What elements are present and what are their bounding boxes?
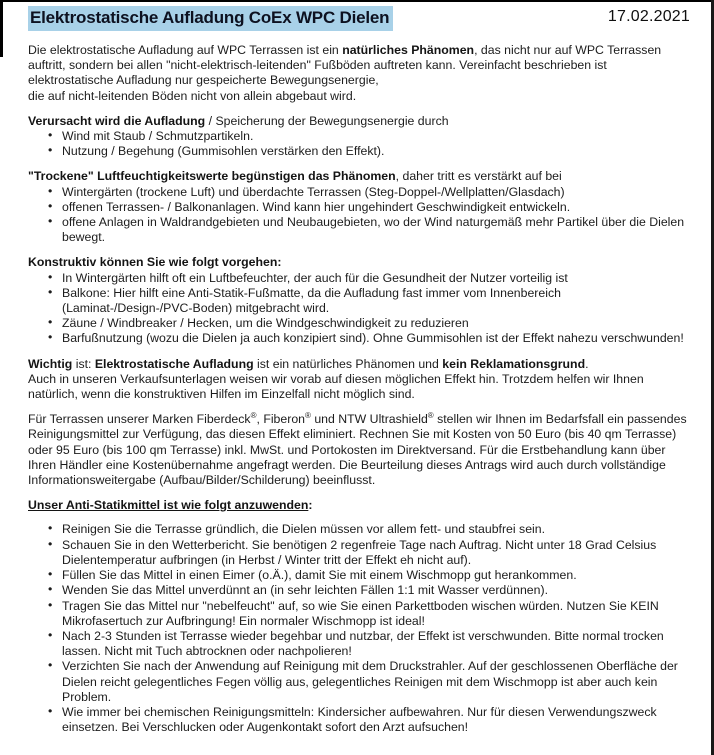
list-item: • Zäune / Windbreaker / Hecken, um die Windgeschwindigkeit zu reduzieren bbox=[62, 316, 690, 331]
list-item: • offenen Terrassen- / Balkonanlagen. Wind kann hier ungehindert Geschwindigkeit entwickeln. bbox=[62, 200, 690, 215]
document-date: 17.02.2021 bbox=[607, 8, 690, 25]
list-item: • Schauen Sie in den Wetterbericht. Sie benötigen 2 regenfreie Tage nach Auftrag. Nicht unter 18 Grad Celsius Dielentemperatur aufbringen (in Herbst / Winter tritt der Effekt eh nicht auf). bbox=[62, 538, 690, 568]
text-run: und NTW Ultrashield bbox=[310, 412, 428, 427]
underlined-heading-text: Unser Anti-Statikmittel ist wie folgt anzuwenden bbox=[28, 498, 309, 513]
list-item: • Wind mit Staub / Schmutzpartikeln. bbox=[62, 129, 690, 144]
list-item: • Balkone: Hier hilft eine Anti-Statik-Fußmatte, da die Aufladung fast immer vom Innenbereich (Laminat-/Design-/PVC-Boden) mitgebracht wird. bbox=[62, 286, 690, 316]
text-run-bold: Elektrostatische Aufladung bbox=[94, 356, 254, 371]
list-item: • Nutzung / Begehung (Gummisohlen verstärken den Effekt). bbox=[62, 144, 690, 159]
text-run-bold: natürliches Phänomen bbox=[342, 43, 475, 57]
text-run: die auf nicht-leitenden Böden nicht von allein abgebaut wird. bbox=[28, 88, 357, 103]
text-run-bold: Wichtig bbox=[28, 356, 73, 371]
text-run: Die elektrostatische Aufladung auf WPC Terrassen ist ein bbox=[28, 43, 343, 57]
intro-paragraph bbox=[28, 43, 690, 104]
usage-list bbox=[28, 522, 690, 735]
page-border-top bbox=[0, 0, 714, 2]
text-run: , Fiberon bbox=[256, 412, 306, 427]
text-run: , daher tritt es verstärkt auf bei bbox=[395, 169, 562, 184]
text-run-bold: "Trockene" Luftfeuchtigkeitswerte begünstigen das Phänomen bbox=[28, 169, 396, 184]
document-header bbox=[28, 6, 690, 31]
list-item: • Wie immer bei chemischen Reinigungsmitteln: Kindersicher aufbewahren. Nur für diesen Verwendungszweck einsetzen. Bei Verschlucken oder Augenkontakt sofort den Arzt aufsuchen! bbox=[62, 705, 690, 735]
list-item: • Tragen Sie das Mittel nur "nebelfeucht" auf, so wie Sie einen Parkettboden wischen würden. Nutzen Sie KEIN Mikrofasertuch zur Aufbringung! Ein normaler Wischmopp ist ideal! bbox=[62, 599, 690, 629]
page-border-left bbox=[0, 0, 3, 57]
text-run-bold: kein Reklamationsgrund bbox=[442, 356, 586, 371]
list-item: • Nach 2-3 Stunden ist Terrasse wieder begehbar und nutzbar, der Effekt ist verschwunden. Bitte normal trocken lassen. Nicht mit Tuch abtrocknen oder nachpolieren! bbox=[62, 629, 690, 659]
text-run: ist: bbox=[72, 356, 95, 371]
registered-trademark-sup: ® bbox=[427, 411, 434, 421]
text-run-bold: Konstruktiv können Sie wie folgt vorgehen: bbox=[28, 255, 282, 270]
list-item: • Wenden Sie das Mittel unverdünnt an (in sehr leichten Fällen 1:1 mit Wasser verdünnen). bbox=[62, 583, 690, 598]
list-item: • Wintergärten (trockene Luft) und überdachte Terrassen (Steg-Doppel-/Wellplatten/Glasdach) bbox=[62, 185, 690, 200]
text-run-bold: Verursacht wird die Aufladung bbox=[28, 113, 206, 128]
text-run: / Speicherung der Bewegungsenergie durch bbox=[205, 113, 449, 128]
brands-paragraph bbox=[28, 412, 690, 488]
list-item: • offene Anlagen in Waldrandgebieten und Neubaugebieten, wo der Wind naturgemäß mehr Partikel über die Dielen bewegt. bbox=[62, 215, 690, 245]
cause-list bbox=[28, 129, 690, 159]
text-run: ist ein natürliches Phänomen und bbox=[253, 356, 443, 371]
text-run: stellen wir Ihnen im Bedarfsfall ein passendes Reinigungsmittel zur Verfügung, das diesen Effekt eliminiert. Rechnen Sie mit Kosten von 50 Euro (bis 40 qm Terrasse) oder 95 Euro (bis 100 qm Terrasse) inkl. MwSt. und Portokosten im Direktversand. Für die Erstbehandlung kann über Ihren Händler eine Kostenübernahme angefragt werden. Die Beurteilung dieses Antrags wird auch durch vollständige Informationsweitergabe (Aufbau/Bilder/Schilderung) beeinflusst. bbox=[28, 412, 687, 488]
list-item: • Verzichten Sie nach der Anwendung auf Reinigung mit dem Druckstrahler. Auf der geschlossenen Oberfläche der Dielen reicht gelegentliches Fegen völlig aus, gelegentliches Reinigen mit dem Wischmopp ist aber auch kein Problem. bbox=[62, 659, 690, 705]
registered-trademark-sup: ® bbox=[305, 411, 311, 421]
list-item: • Füllen Sie das Mittel in einen Eimer (o.Ä.), damit Sie mit einem Wischmopp gut herankommen. bbox=[62, 568, 690, 583]
page-title: Elektrostatische Aufladung CoEx WPC Dielen bbox=[28, 6, 393, 31]
text-run: , das nicht nur auf WPC Terrassen auftritt, sondern bei allen "nicht-elektrisch-leitenden" Fußböden auftreten kann. Vereinfacht beschrieben ist elektrostatische Aufladung nur gespeicherte Bewegungsenergie, bbox=[28, 43, 662, 88]
text-run: . bbox=[585, 356, 589, 371]
dry-heading bbox=[28, 169, 690, 184]
cause-heading bbox=[28, 114, 690, 129]
usage-heading bbox=[28, 498, 690, 513]
registered-trademark-sup: ® bbox=[250, 411, 257, 421]
list-item: • In Wintergärten hilft oft ein Luftbefeuchter, der auch für die Gesundheit der Nutzer vorteilig ist bbox=[62, 271, 690, 286]
dry-list bbox=[28, 185, 690, 246]
important-paragraph bbox=[28, 357, 690, 403]
list-item: • Barfußnutzung (wozu die Dielen ja auch konzipiert sind). Ohne Gummisohlen ist der Effekt nahezu verschwunden! bbox=[62, 331, 690, 346]
text-run: Für Terrassen unserer Marken Fiberdeck bbox=[28, 412, 251, 427]
constructive-list bbox=[28, 271, 690, 347]
text-run: Auch in unseren Verkaufsunterlagen weisen wir vorab auf diesen möglichen Effekt hin. Trotzdem helfen wir Ihnen natürlich, wenn die konstruktiven Hilfen im Einzelfall nicht möglich sind. bbox=[28, 371, 644, 402]
list-item: • Reinigen Sie die Terrasse gründlich, die Dielen müssen vor allem fett- und staubfrei sein. bbox=[62, 522, 690, 537]
text-run-bold bbox=[28, 498, 312, 512]
heading-colon: : bbox=[308, 498, 313, 513]
constructive-heading bbox=[28, 255, 690, 270]
